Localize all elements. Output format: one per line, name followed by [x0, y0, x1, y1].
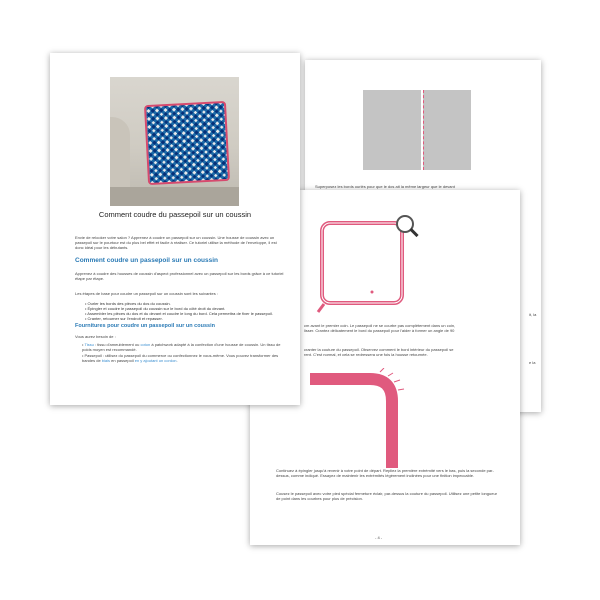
step-item: • Assembler les pièces du dos et du devant et coudre le long du bord. Cela permettra de fixer le passepoil.	[85, 311, 273, 316]
back-side-text-2: e la	[529, 360, 536, 365]
supply-text: .	[176, 358, 178, 363]
page-number: - 4 -	[375, 535, 383, 540]
bias-link[interactable]: biais	[101, 358, 111, 363]
cotton-link[interactable]: coton	[140, 342, 151, 347]
intro-paragraph: Envie de relooker votre salon ? Apprenez à coudre un passepoil sur un coussin. Une housse de coussin avec un passepoil sur le pourtour est du plus bel effet et facile à réaliser. Ce tutoriel utilise la méthode de l'enveloppe, il est donc idéal pour les débutants.	[75, 235, 277, 250]
supply-item-piping	[82, 353, 282, 363]
section-heading-1: Comment coudre un passepoil sur un coussin	[75, 257, 219, 264]
fabric-piece-right	[423, 90, 471, 170]
bottom-paragraph-1: Continuez à épingler jusqu'à revenir à votre point de départ. Repliez la première extrémité vers le bas, puis la seconde par-dessus, comme indiqué. Essayez de maintenir les extrémités légèrement inclinées pour une finition impeccable.	[276, 468, 494, 478]
steps-intro: Les étapes de base pour coudre un passepoil sur un coussin sont les suivantes :	[75, 291, 218, 296]
supply-text: en passepoil	[110, 358, 135, 363]
corner-text-2: lisser. Crantez délicatement le bord du passepoil pour l'aider à former un angle de 90	[304, 328, 455, 333]
steps-list	[77, 301, 285, 321]
paragraph-1: Apprenez à coudre des housses de coussin d'aspect professionnel avec un passepoil sur les bords grâce à ce tutoriel étape par étape.	[75, 271, 284, 281]
step-item: • Cranter, retourner sur l'endroit et repasser.	[85, 316, 163, 321]
step-item: • Ourler les bords des pièces du dos du coussin.	[85, 301, 171, 306]
fabric-piece-left	[363, 90, 421, 170]
cord-link[interactable]: en y ajoutant un cordon	[134, 358, 177, 363]
sofa-seat	[110, 187, 239, 206]
cushion-photo	[110, 77, 239, 206]
mid-text-2: rent. C'est normal, et cela se redressera une fois la housse retournée.	[304, 352, 428, 357]
supply-item-fabric: • Tissu : tissu d'ameublement ou coton à patchwork adapté à la confection d'une housse de coussin. Un tissu de poids moyen est recommandé.	[82, 342, 281, 352]
corner-text-1: cm avant le premier coin. Le passepoil ne se courbe pas complètement dans un coin,	[304, 323, 456, 328]
bottom-paragraph-2: Cousez le passepoil avec votre pied spécial fermeture éclair, par-dessus la couture du passepoil. Utilisez une petite longueur de point dans les courbes pour plus de précision.	[276, 491, 498, 501]
supply-text: à patchwork adapté à la confection d'une housse de coussin. Un tissu de poids moyen est recommandé.	[82, 342, 281, 352]
supply-text: • Passepoil : utilisez du passepoil du commerce ou confectionnez le vous-même. Vous pouvez transformer des bandes de	[82, 353, 279, 363]
supplies-intro: Vous aurez besoin de :	[75, 334, 116, 339]
back-side-text: it, la	[529, 312, 537, 317]
mid-text-1: cranter la couture du passepoil. Observez comment le bord intérieur du passepoil se	[304, 347, 454, 352]
fabric-link[interactable]: Tissu	[84, 342, 94, 347]
section-heading-2: Fournitures pour coudre un passepoil sur un coussin	[75, 323, 215, 329]
page-title: Comment coudre du passepoil sur un coussin	[98, 210, 252, 219]
supply-text: : tissu d'ameublement ou	[93, 342, 141, 347]
step-item: • Épingler et coudre le passepoil du coussin sur le bord du côté droit du devant.	[85, 306, 226, 311]
cushion	[144, 101, 230, 185]
front-page	[50, 53, 300, 405]
back-caption: Superposez les bords ourlés pour que le dos ait la même largeur que le devant	[315, 184, 455, 189]
